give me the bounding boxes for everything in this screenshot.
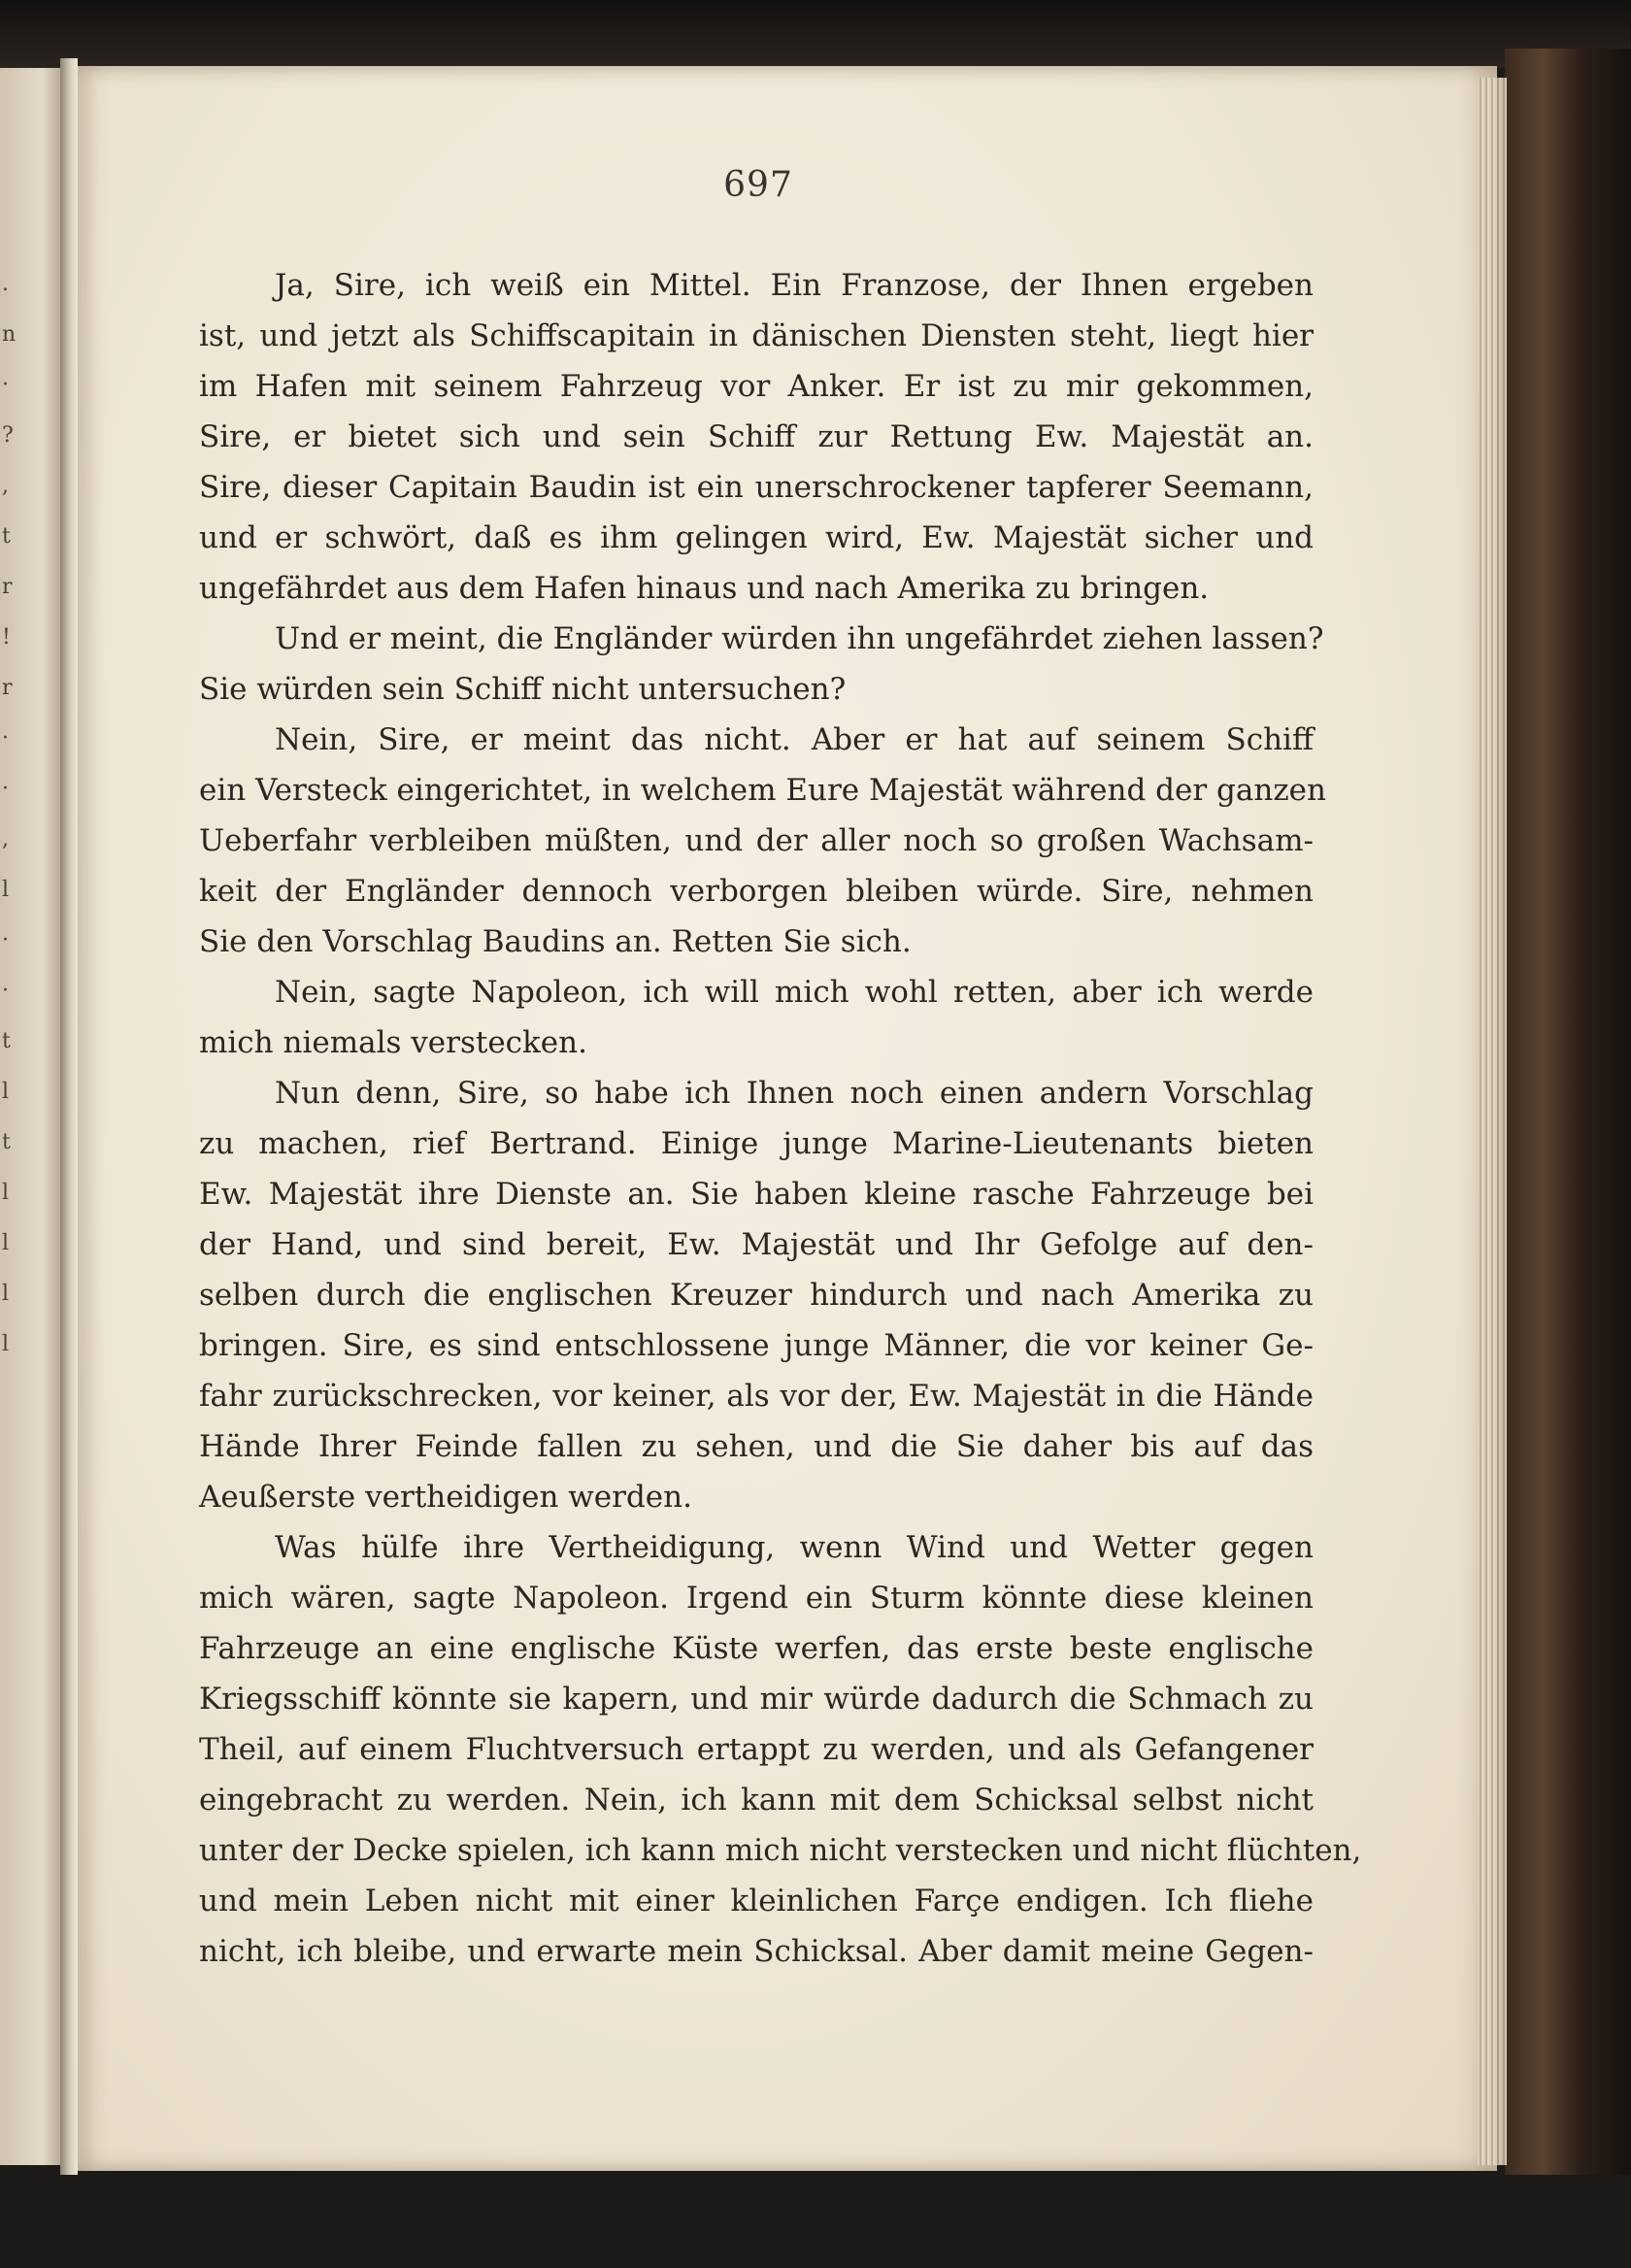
facing-page-glyph: r <box>2 575 13 599</box>
text-line: eingebracht zu werden. Nein, ich kann mit dem Schicksal selbst nicht <box>199 1783 1314 1818</box>
book-gutter <box>60 58 78 2175</box>
body-text <box>199 260 1362 1977</box>
text-line: ist, und jetzt als Schiffscapitain in dänischen Diensten steht, liegt hier <box>199 318 1314 353</box>
text-line: mich niemals verstecken. <box>199 1025 587 1060</box>
facing-page-glyph: l <box>2 1231 10 1255</box>
facing-page-glyph: t <box>2 1130 11 1154</box>
facing-page-glyph: · <box>2 777 9 801</box>
facing-page-glyph: · <box>2 373 9 397</box>
text-line: Sie würden sein Schiff nicht untersuchen? <box>199 672 847 707</box>
facing-page-glyph: · <box>2 726 9 750</box>
text-line: bringen. Sire, es sind entschlossene junge Männer, die vor keiner Ge- <box>199 1328 1314 1363</box>
text-line: der Hand, und sind bereit, Ew. Majestät und Ihr Gefolge auf den- <box>199 1227 1314 1262</box>
facing-page-glyph: r <box>2 676 13 700</box>
facing-page-glyph: t <box>2 524 11 549</box>
text-line: Hände Ihrer Feinde fallen zu sehen, und die Sie daher bis auf das <box>199 1429 1314 1464</box>
facing-page-glyph: l <box>2 1080 10 1104</box>
facing-page-glyph: t <box>2 1029 11 1053</box>
facing-page-glyph: l <box>2 1282 10 1306</box>
facing-page-glyph: , <box>2 474 9 498</box>
text-line: Sie den Vorschlag Baudins an. Retten Sie sich. <box>199 924 912 959</box>
text-line: Ja, Sire, ich weiß ein Mittel. Ein Franzose, der Ihnen ergeben <box>275 268 1314 303</box>
facing-page-glyph: l <box>2 1332 10 1356</box>
text-line: Nun denn, Sire, so habe ich Ihnen noch einen andern Vorschlag <box>275 1076 1314 1111</box>
text-line: Nein, Sire, er meint das nicht. Aber er hat auf seinem Schiff <box>275 722 1314 757</box>
text-line: im Hafen mit seinem Fahrzeug vor Anker. Er ist zu mir gekommen, <box>199 369 1314 404</box>
book-cover-top <box>0 0 1631 68</box>
text-line: und mein Leben nicht mit einer kleinlichen Farçe endigen. Ich fliehe <box>199 1884 1314 1918</box>
text-line: zu machen, rief Bertrand. Einige junge Marine-Lieutenants bieten <box>199 1126 1314 1161</box>
book-cover-right <box>1505 49 1631 2175</box>
text-line: fahr zurückschrecken, vor keiner, als vor der, Ew. Majestät in die Hände <box>199 1379 1314 1414</box>
text-line: Ueberfahr verbleiben müßten, und der aller noch so großen Wachsam- <box>199 823 1314 858</box>
text-line: und er schwört, daß es ihm gelingen wird, Ew. Majestät sicher und <box>199 520 1314 555</box>
text-line: selben durch die englischen Kreuzer hindurch und nach Amerika zu <box>199 1278 1314 1313</box>
text-line: ein Versteck eingerichtet, in welchem Eure Majestät während der ganzen <box>199 773 1326 808</box>
text-line: Aeußerste vertheidigen werden. <box>199 1480 692 1515</box>
text-line: Fahrzeuge an eine englische Küste werfen, das erste beste englische <box>199 1631 1314 1666</box>
text-line: Sire, dieser Capitain Baudin ist ein unerschrockener tapferer Seemann, <box>199 470 1314 505</box>
facing-page-glyph: l <box>2 878 10 902</box>
facing-page-glyph: · <box>2 979 9 1003</box>
text-line: Theil, auf einem Fluchtversuch ertappt zu werden, und als Gefangener <box>199 1732 1314 1767</box>
text-line: Nein, sagte Napoleon, ich will mich wohl retten, aber ich werde <box>275 975 1314 1010</box>
text-line: ungefährdet aus dem Hafen hinaus und nach Amerika zu bringen. <box>199 571 1210 606</box>
facing-page-glyph: l <box>2 1181 10 1205</box>
text-line: Und er meint, die Engländer würden ihn ungefährdet ziehen lassen? <box>275 621 1324 656</box>
facing-page-glyph: , <box>2 827 9 851</box>
page-edges <box>1478 78 1507 2165</box>
text-line: Kriegsschiff könnte sie kapern, und mir würde dadurch die Schmach zu <box>199 1682 1314 1717</box>
facing-page-glyph: ? <box>2 423 14 448</box>
text-line: Sire, er bietet sich und sein Schiff zur Rettung Ew. Majestät an. <box>199 419 1314 454</box>
text-line: mich wären, sagte Napoleon. Irgend ein Sturm könnte diese kleinen <box>199 1581 1314 1616</box>
page-number: 697 <box>723 165 793 205</box>
text-line: unter der Decke spielen, ich kann mich nicht verstecken und nicht flüchten, <box>199 1833 1362 1868</box>
facing-page-glyph: . <box>2 272 9 296</box>
facing-page-glyph: · <box>2 928 9 952</box>
text-line: Ew. Majestät ihre Dienste an. Sie haben kleine rasche Fahrzeuge bei <box>199 1177 1314 1212</box>
text-line: Was hülfe ihre Vertheidigung, wenn Wind und Wetter gegen <box>275 1530 1314 1565</box>
text-line: keit der Engländer dennoch verborgen bleiben würde. Sire, nehmen <box>199 874 1314 909</box>
text-line: nicht, ich bleibe, und erwarte mein Schicksal. Aber damit meine Gegen- <box>199 1934 1314 1969</box>
facing-page-glyph: n <box>2 322 17 347</box>
facing-page-glyph: ! <box>2 625 11 650</box>
left-page-edge <box>0 68 60 2165</box>
